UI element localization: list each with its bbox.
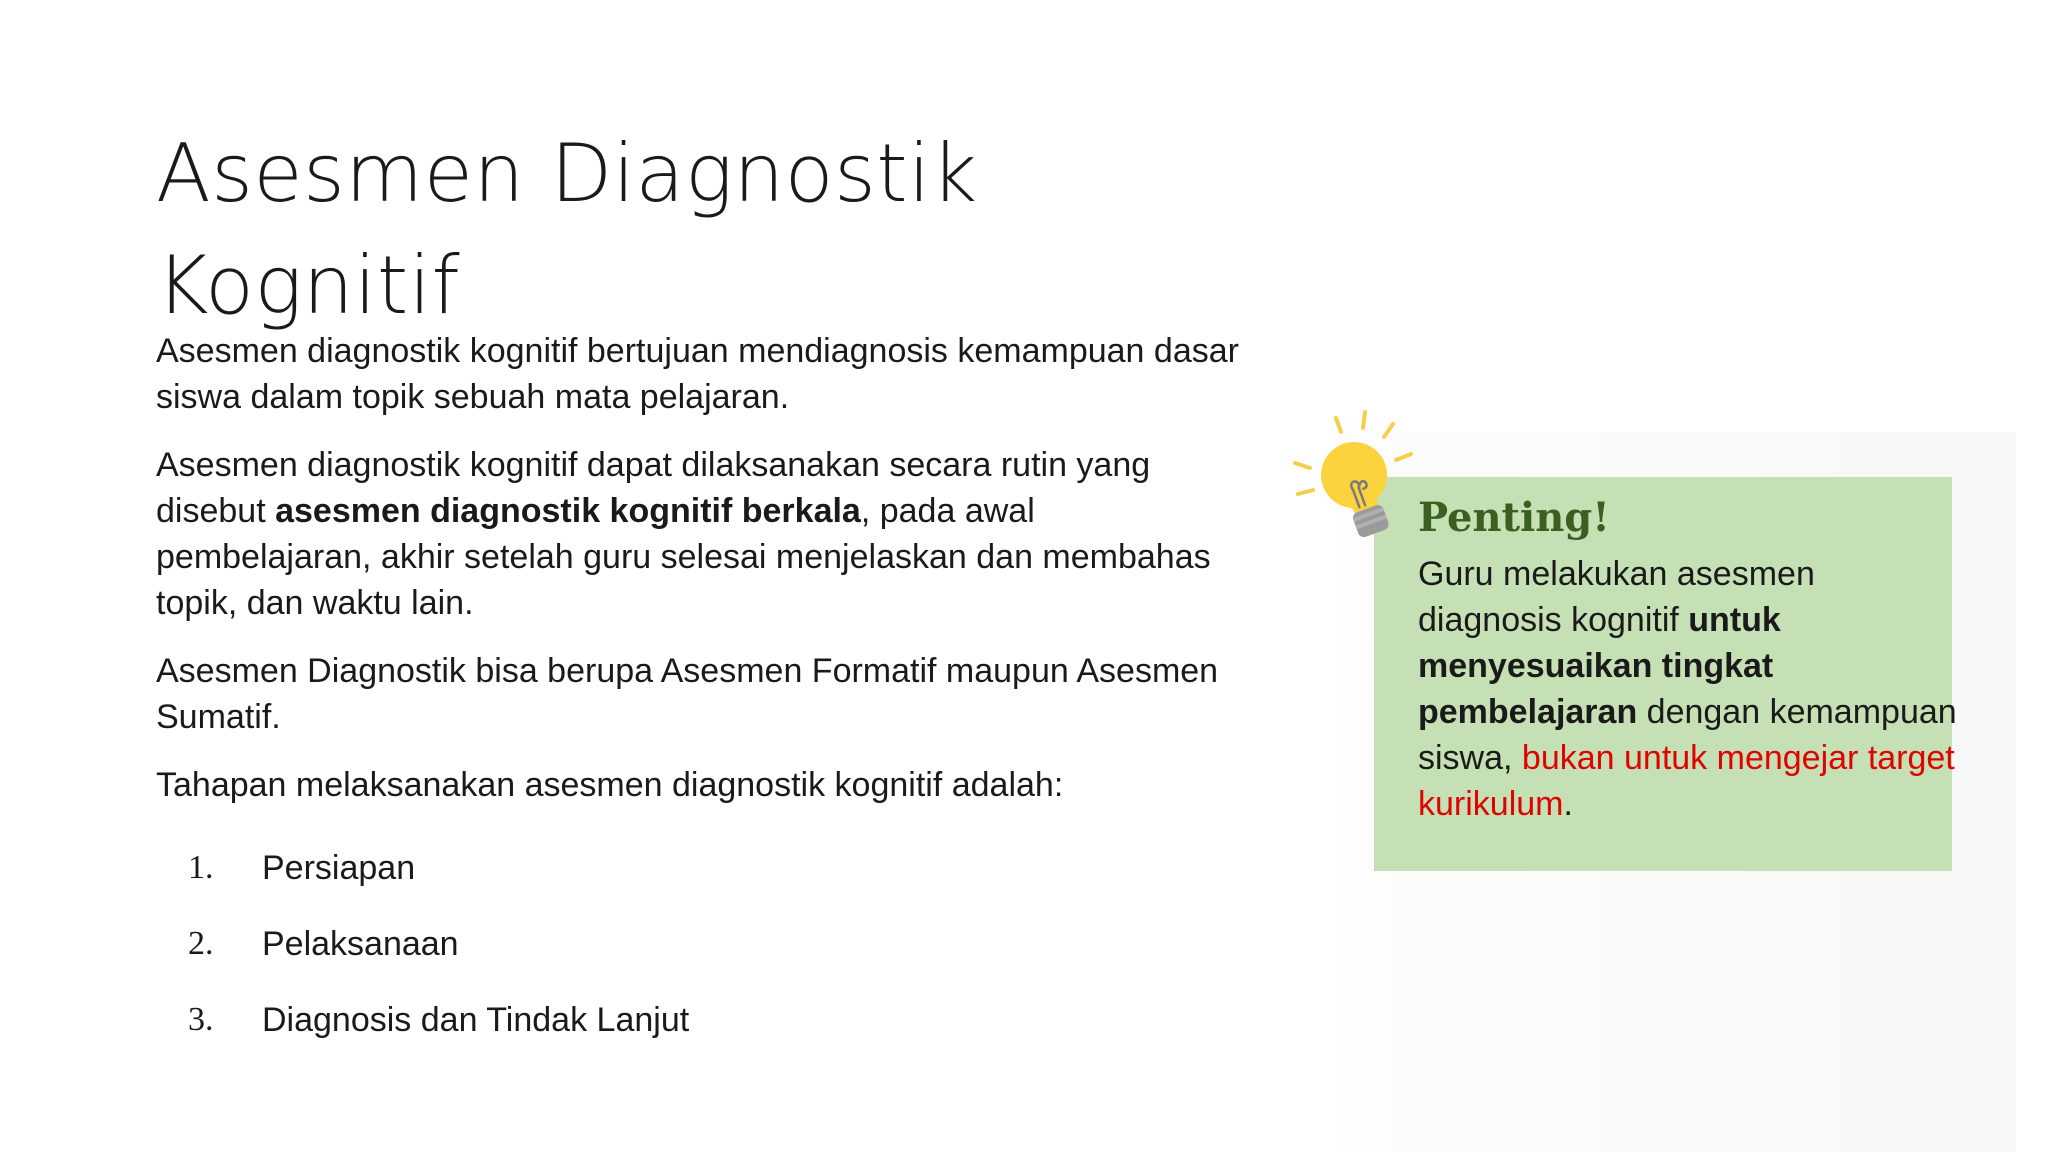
callout-text [1418, 551, 1958, 827]
list-item [156, 830, 1256, 906]
callout-text-end: . [1563, 785, 1573, 823]
slide-title [156, 118, 1156, 342]
important-callout [1374, 477, 1957, 871]
body-text [156, 328, 1256, 1058]
step-number: 1. [188, 849, 214, 886]
paragraph-schedule [156, 442, 1256, 626]
slide-title-line-2: Kognitif [156, 239, 461, 332]
callout-text-1: Guru melakukan asesmen diagnosis kognitif [1418, 555, 1815, 639]
paragraph-purpose: Asesmen diagnostik kognitif bertujuan mendiagnosis kemampuan dasar siswa dalam topik sebuah mata pelajaran. [156, 332, 1239, 416]
paragraph-schedule-text-1: Asesmen diagnostik kognitif dapat dilaksanakan secara rutin yang disebut [156, 446, 1151, 530]
step-number: 3. [188, 1001, 214, 1038]
step-label: Persiapan [262, 849, 416, 887]
paragraph-schedule-text-2: , pada awal pembelajaran, akhir setelah guru selesai menjelaskan dan membahas topik, dan waktu lain. [156, 492, 1211, 622]
step-label: Pelaksanaan [262, 925, 459, 963]
steps-list [156, 830, 1256, 1058]
paragraph-types: Asesmen Diagnostik bisa berupa Asesmen Formatif maupun Asesmen Sumatif. [156, 652, 1219, 736]
step-number: 2. [188, 925, 214, 962]
callout-text-bold: untuk menyesuaikan tingkat pembelajaran [1418, 601, 1781, 731]
lightbulb-icon [1288, 408, 1438, 558]
paragraph-stages-intro: Tahapan melaksanakan asesmen diagnostik kognitif adalah: [156, 766, 1064, 804]
callout-text-2: dengan kemampuan siswa, [1418, 693, 1957, 777]
slide-title-line-1: Asesmen Diagnostik [156, 127, 978, 220]
paragraph-schedule-bold: asesmen diagnostik kognitif berkala [275, 492, 861, 530]
list-item [156, 982, 1256, 1058]
step-label: Diagnosis dan Tindak Lanjut [262, 1001, 690, 1039]
callout-text-red: bukan untuk mengejar target kurikulum [1418, 739, 1955, 823]
list-item [156, 906, 1256, 982]
callout-title: Penting! [1418, 494, 1610, 541]
